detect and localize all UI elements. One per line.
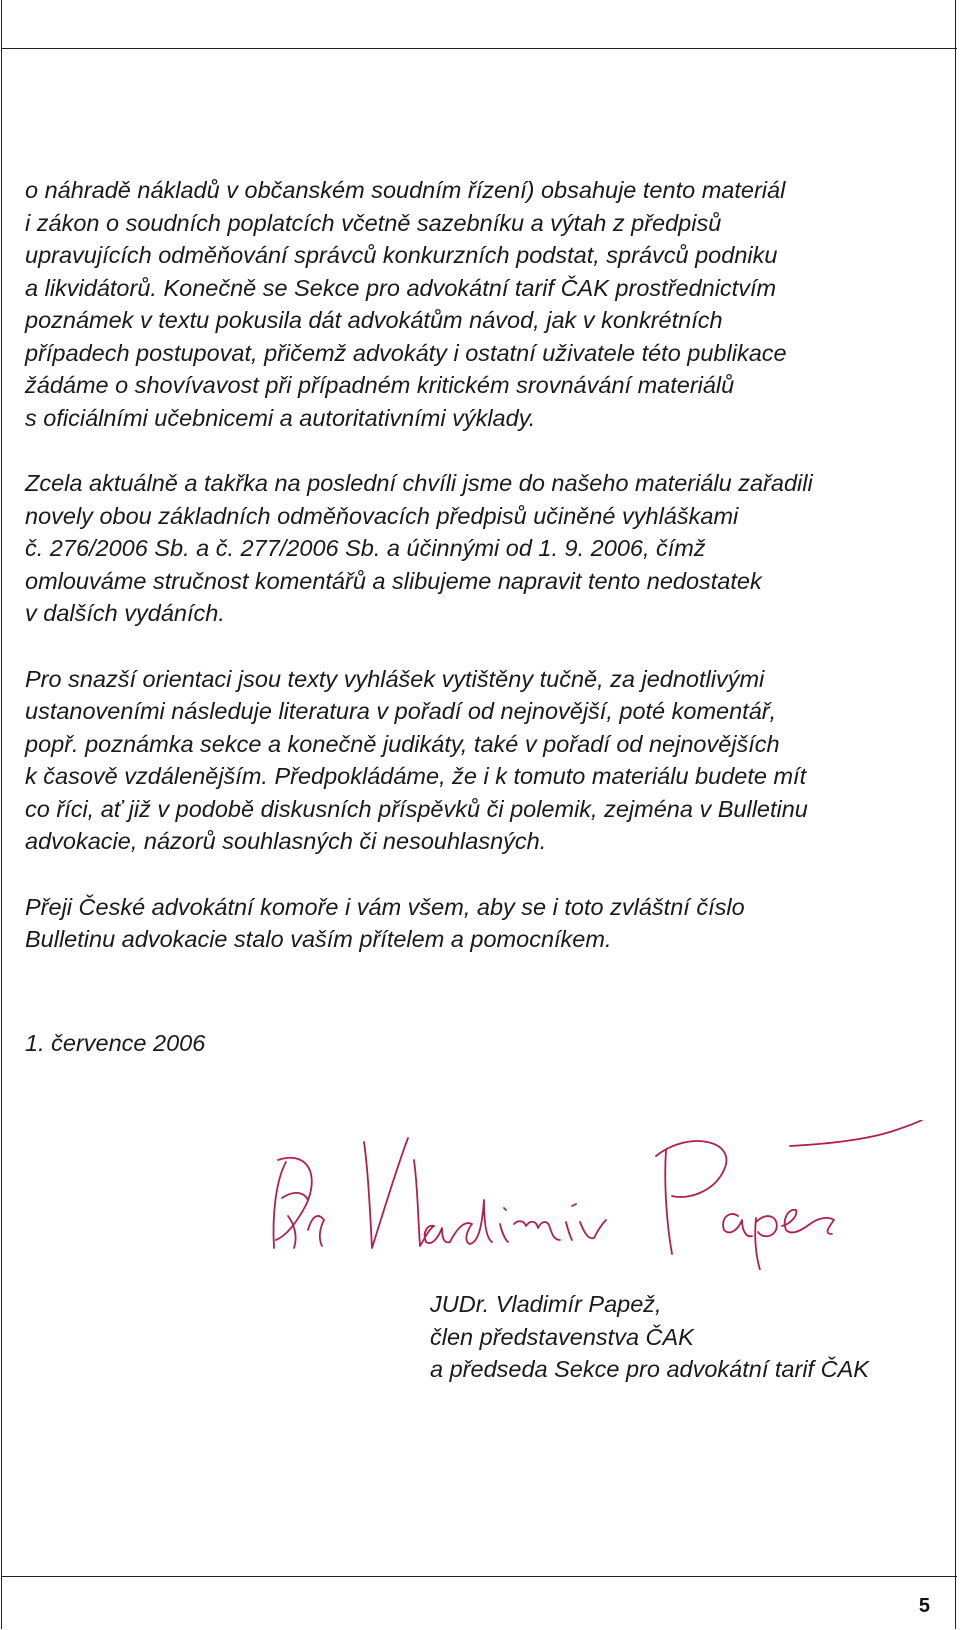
text-line: případech postupovat, přičemž advokáty i ostatní uživatele této publikace: [25, 339, 787, 366]
document-date: 1. července 2006: [25, 1030, 206, 1056]
text-line: Přeji České advokátní komoře i vám všem, aby se i toto zvláštní číslo: [25, 893, 745, 920]
text-line: Pro snazší orientaci jsou texty vyhlášek vytištěny tučně, za jednotlivými: [25, 665, 765, 692]
footer-rule: [1, 1576, 957, 1577]
text-line: i zákon o soudních poplatcích včetně sazebníku a výtah z předpisů: [25, 209, 722, 236]
text-line: a likvidátorů. Konečně se Sekce pro advokátní tarif ČAK prostřednictvím: [25, 274, 777, 301]
text-line: s oficiálními učebnicemi a autoritativními výklady.: [25, 404, 536, 431]
text-line: žádáme o shovívavost při případném kritickém srovnávání materiálů: [25, 372, 735, 398]
text-line: ustanoveními následuje literatura v pořadí od nejnovější, poté komentář,: [25, 698, 777, 724]
signer-name: JUDr. Vladimír Papež,: [430, 1291, 662, 1317]
document-body: [25, 174, 940, 989]
handwritten-signature: [268, 1120, 938, 1270]
paragraph-4: [25, 891, 940, 956]
header-rule: [1, 48, 957, 49]
page-number: 5: [918, 1595, 930, 1617]
text-line: omlouváme stručnost komentářů a slibujeme napravit tento nedostatek: [25, 567, 762, 594]
signer-block: [430, 1288, 869, 1386]
text-line: č. 276/2006 Sb. a č. 277/2006 Sb. a účinnými od 1. 9. 2006, čímž: [25, 535, 706, 561]
text-line: v dalších vydáních.: [25, 600, 225, 626]
text-line: advokacie, názorů souhlasných či nesouhlasných.: [25, 828, 547, 854]
signer-role: člen představenstva ČAK: [430, 1323, 694, 1350]
signer-role: a předseda Sekce pro advokátní tarif ČAK: [430, 1356, 869, 1382]
text-line: co říci, ať již v podobě diskusních příspěvků či polemik, zejména v Bulletinu: [25, 795, 808, 822]
text-line: k časově vzdálenějším. Předpokládáme, že i k tomuto materiálu budete mít: [25, 763, 807, 789]
text-line: Zcela aktuálně a takřka na poslední chvíli jsme do našeho materiálu zařadili: [25, 470, 813, 496]
text-line: novely obou základních odměňovacích předpisů učiněné vyhláškami: [25, 502, 739, 529]
text-line: o náhradě nákladů v občanském soudním řízení) obsahuje tento materiál: [25, 177, 786, 203]
text-line: popř. poznámka sekce a konečně judikáty, také v pořadí od nejnovějších: [25, 730, 780, 757]
paragraph-1: [25, 174, 940, 434]
text-line: upravujících odměňování správců konkurzních podstat, správců podniku: [25, 242, 778, 268]
text-line: poznámek v textu pokusila dát advokátům návod, jak v konkrétních: [25, 307, 723, 333]
text-line: Bulletinu advokacie stalo vaším přítelem a pomocníkem.: [25, 926, 612, 952]
paragraph-3: [25, 663, 940, 858]
paragraph-2: [25, 467, 940, 630]
